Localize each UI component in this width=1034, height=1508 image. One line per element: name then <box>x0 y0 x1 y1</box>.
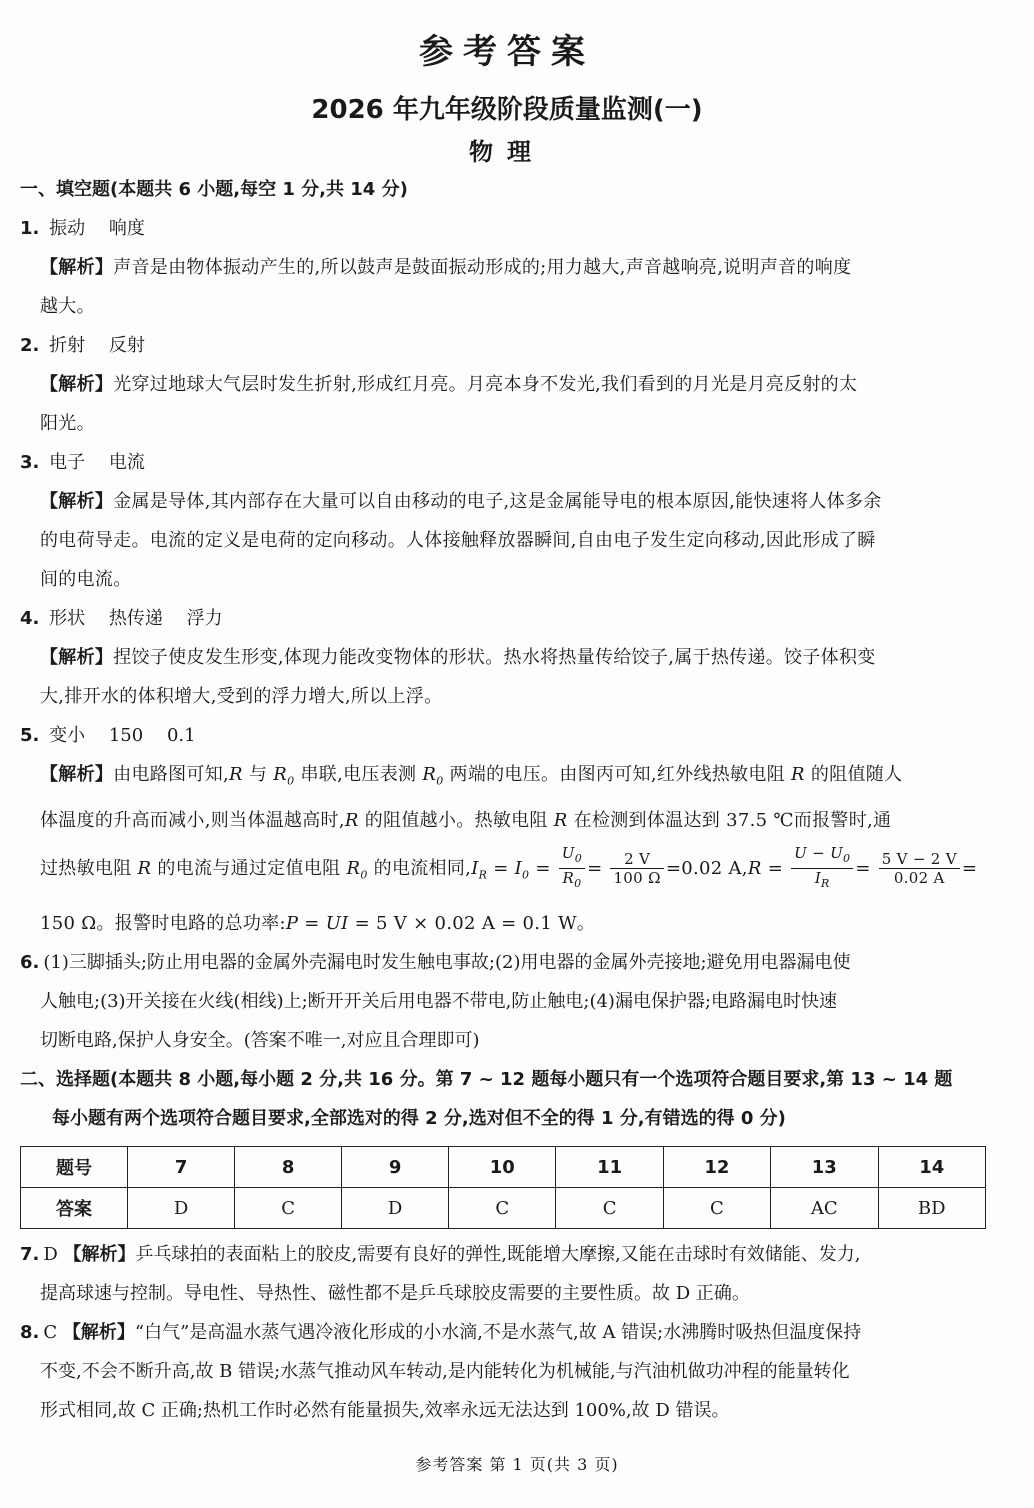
fraction-top: 2 V <box>610 850 663 869</box>
table-cell: 8 <box>235 1147 342 1188</box>
q7-text: 乒乓球拍的表面粘上的胶皮,需要有良好的弹性,既能增大摩擦,又能在击球时有效储能、发力, <box>135 1244 861 1266</box>
table-cell: 14 <box>878 1147 986 1188</box>
subject-title: 物理 <box>469 138 545 166</box>
var-r: R <box>229 764 243 785</box>
table-cell: 9 <box>342 1147 449 1188</box>
q5-text: 串联,电压表测 <box>300 764 417 785</box>
table-header-cell: 答案 <box>21 1188 128 1229</box>
table-cell: 7 <box>128 1147 235 1188</box>
table-cell: D <box>128 1188 235 1229</box>
q4-tag: 【解析】 <box>40 647 114 668</box>
q4-answer <box>20 599 994 638</box>
q5-text: 两端的电压。由图丙可知,红外线热敏电阻 <box>449 764 785 785</box>
q5-text: 150 Ω。报警时电路的总功率: <box>40 913 286 935</box>
table-cell: D <box>342 1188 449 1229</box>
q2-tag: 【解析】 <box>40 374 114 395</box>
q5-answer-1: 变小 <box>49 725 86 746</box>
q4-answer-2: 热传递 <box>108 608 163 629</box>
fraction-3v-0.02a <box>879 850 960 887</box>
fraction-top: 5 V − 2 V <box>879 850 960 869</box>
q3-number: 3. <box>20 452 40 473</box>
answer-table <box>20 1146 986 1229</box>
q3-explanation <box>20 482 994 599</box>
table-cell: 11 <box>556 1147 663 1188</box>
q1-tag: 【解析】 <box>40 257 114 278</box>
q3-exp-line-2: 的电荷导走。电流的定义是电荷的定向移动。人体接触释放器瞬间,自由电子发生定向移动,因此形成了瞬 <box>40 530 876 551</box>
q2-exp-line-2: 阳光。 <box>40 413 95 434</box>
table-row <box>21 1188 986 1229</box>
q8-line-1 <box>20 1313 994 1352</box>
var-r: R <box>747 857 762 879</box>
q1-answer-2: 响度 <box>108 218 145 239</box>
table-cell: 10 <box>449 1147 556 1188</box>
var-r0: $R_0$ <box>346 857 368 882</box>
q6-line-3: 切断电路,保护人身安全。(答案不唯一,对应且合理即可) <box>40 1030 480 1052</box>
formula-ir-i0: $I_R = I_0$ = <box>471 857 551 882</box>
q5-text: 的阻值越小。热敏电阻 <box>364 809 548 831</box>
fraction-u-minus-u0-ir <box>791 844 853 893</box>
formula-p-ui: P = UI <box>285 913 349 935</box>
q8-text: “白气”是高温水蒸气遇冷液化形成的小水滴,不是水蒸气,故 A 错误;水沸腾时吸热但温度保持 <box>134 1322 862 1344</box>
q5-text: 体温度的升高而减小,则当体温越高时, <box>40 809 345 831</box>
var-r: R <box>344 809 359 831</box>
section-2-heading-line-1: 二、选择题(本题共 8 小题,每小题 2 分,共 16 分。第 7 ~ 12 题每小题只有一个选项符合题目要求,第 13 ~ 14 题 <box>20 1069 953 1091</box>
q4-answer-1: 形状 <box>49 608 86 629</box>
q4-exp-line-2: 大,排开水的体积增大,受到的浮力增大,所以上浮。 <box>40 686 443 707</box>
q5-answer-2: 150 <box>108 725 144 746</box>
q4-exp-line-1: 捏饺子使皮发生形变,体现力能改变物体的形状。热水将热量传给饺子,属于热传递。饺子体积变 <box>113 647 876 668</box>
q1-exp-line-2: 越大。 <box>40 296 95 317</box>
q3-answer-1: 电子 <box>49 452 86 473</box>
table-cell: 13 <box>771 1147 878 1188</box>
q5-answer <box>20 716 994 755</box>
q8-answer: C <box>43 1322 58 1344</box>
q5-answer-3: 0.1 <box>166 725 196 746</box>
q5-text: 由电路图可知, <box>113 764 230 785</box>
table-cell: BD <box>878 1188 986 1229</box>
section-2-heading-line-2: 每小题有两个选项符合题目要求,全部选对的得 2 分,选对但不全的得 1 分,有错选的得 0 分) <box>52 1108 786 1130</box>
q8-number: 8. <box>20 1322 40 1344</box>
q3-answer <box>20 443 994 482</box>
fraction-u0-r0 <box>559 844 585 893</box>
q6-number: 6. <box>20 952 40 974</box>
q1-exp-line-1: 声音是由物体振动产生的,所以鼓声是鼓面振动形成的;用力越大,声音越响亮,说明声音的响度 <box>113 257 852 278</box>
q1-answer <box>20 209 994 248</box>
q7-line-1 <box>20 1235 994 1274</box>
q2-answer-1: 折射 <box>49 335 86 356</box>
page-footer: 参考答案 第 1 页(共 3 页) <box>415 1455 619 1474</box>
table-cell: AC <box>771 1188 878 1229</box>
q2-number: 2. <box>20 335 40 356</box>
q4-answer-3: 浮力 <box>186 608 223 629</box>
section-2-heading <box>20 1060 994 1138</box>
q7-number: 7. <box>20 1244 40 1266</box>
section-1-heading: 一、填空题(本题共 6 小题,每空 1 分,共 14 分) <box>20 179 408 200</box>
q5-text: =0.02 A, <box>665 857 748 879</box>
var-r0: $R_0$ <box>273 764 295 788</box>
fraction-bottom: 0.02 A <box>893 869 945 888</box>
var-r: R <box>137 857 152 879</box>
q2-explanation <box>20 365 994 443</box>
table-cell: C <box>663 1188 770 1229</box>
fraction-2v-100ohm <box>610 850 663 887</box>
q5-text: 与 <box>248 764 268 785</box>
table-cell: 12 <box>663 1147 770 1188</box>
table-header-cell: 题号 <box>21 1147 128 1188</box>
exam-subtitle: 2026 年九年级阶段质量监测(一) <box>311 95 703 125</box>
fraction-bottom: 100 Ω <box>613 869 661 888</box>
q5-formula-line: 过热敏电阻 R 的电流与通过定值电阻 $R_0$ 的电流相同$,I_R = I_0$ = $\frac{U_0}{R_0}$ = $\frac{2 V}{100 \Omega}$ =0.02 A,R = $\frac{U - U_0}{I_R}$ = $\frac{5 V - 2 V}{0.02 A}$ = <box>40 840 994 905</box>
fraction-bottom: $I_R$ <box>814 869 830 891</box>
var-r: R <box>790 764 805 785</box>
fraction-bottom: $R_0$ <box>562 869 582 891</box>
q7-tag: 【解析】 <box>63 1244 136 1266</box>
q8-line-3: 形式相同,故 C 正确;热机工作时必然有能量损失,效率永远无法达到 100%,故 D 错误。 <box>40 1400 730 1422</box>
q7-answer: D <box>43 1244 58 1266</box>
q4-explanation <box>20 638 994 716</box>
q3-answer-2: 电流 <box>108 452 145 473</box>
q1-number: 1. <box>20 218 40 239</box>
q3-tag: 【解析】 <box>40 491 114 512</box>
table-cell: C <box>449 1188 556 1229</box>
q6-text: (1)三脚插头;防止用电器的金属外壳漏电时发生触电事故;(2)用电器的金属外壳接地;避免用电器漏电使 <box>43 952 851 974</box>
q5-text: 过热敏电阻 <box>40 857 132 879</box>
q2-answer <box>20 326 994 365</box>
q5-explanation <box>20 755 994 943</box>
table-cell: C <box>556 1188 663 1229</box>
var-r0: $R_0$ <box>422 764 444 788</box>
q5-text: = 5 V × 0.02 A = 0.1 W。 <box>354 913 596 935</box>
fraction-top: $U - U_0$ <box>791 844 853 869</box>
q1-answer-1: 振动 <box>49 218 86 239</box>
fraction-top: $U_0$ <box>559 844 585 869</box>
q5-text: 的阻值随人 <box>810 764 903 785</box>
q2-exp-line-1: 光穿过地球大气层时发生折射,形成红月亮。月亮本身不发光,我们看到的月光是月亮反射的太 <box>113 374 858 395</box>
q5-tag: 【解析】 <box>40 764 114 785</box>
q4-number: 4. <box>20 608 40 629</box>
q6-line-1 <box>20 943 994 982</box>
q5-text: 的电流与通过定值电阻 <box>157 857 341 879</box>
q7-line-2: 提高球速与控制。导电性、导热性、磁性都不是乒乓球胶皮需要的主要性质。故 D 正确。 <box>40 1283 750 1305</box>
var-r: R <box>553 809 568 831</box>
q5-text: 在检测到体温达到 37.5 ℃而报警时,通 <box>573 809 892 831</box>
q8-tag: 【解析】 <box>62 1322 135 1344</box>
q2-answer-2: 反射 <box>108 335 145 356</box>
table-cell: C <box>235 1188 342 1229</box>
q1-explanation <box>20 248 994 326</box>
q5-number: 5. <box>20 725 40 746</box>
q6-line-2: 人触电;(3)开关接在火线(相线)上;断开开关后用电器不带电,防止触电;(4)漏电保护器;电路漏电时快速 <box>40 991 838 1013</box>
page-title: 参考答案 <box>419 32 595 72</box>
q3-exp-line-1: 金属是导体,其内部存在大量可以自由移动的电子,这是金属能导电的根本原因,能快速将人体多余 <box>113 491 882 512</box>
q8-line-2: 不变,不会不断升高,故 B 错误;水蒸气推动风车转动,是内能转化为机械能,与汽油机做功冲程的能量转化 <box>40 1361 850 1383</box>
q3-exp-line-3: 间的电流。 <box>40 569 132 590</box>
q5-text: 的电流相同, <box>373 857 472 879</box>
table-row <box>21 1147 986 1188</box>
